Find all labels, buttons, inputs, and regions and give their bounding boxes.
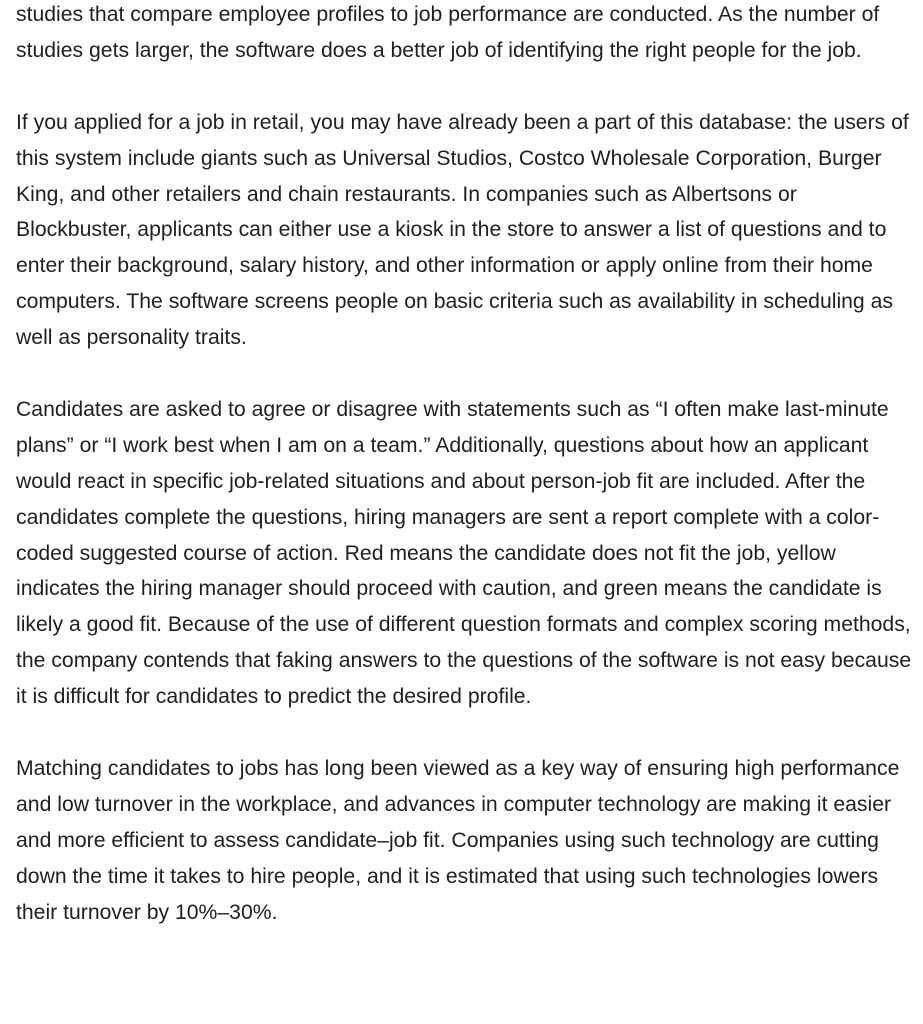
paragraph-candidate-questions: Candidates are asked to agree or disagree with statements such as “I often make last-minute plans” or “I work best when I am on a team.” Additionally, questions about how an applicant would react in specific job-related situations and about person-job fit are included. After the candidates complete the questions, hiring managers are sent a report complete with a color-coded suggested course of action. Red means the candidate does not fit the job, yellow indicates the hiring manager should proceed with caution, and green means the candidate is likely a good fit. Because of the use of different question formats and complex scoring methods, the company contends that faking answers to the questions of the software is not easy because it is difficult for candidates to predict the desired profile. bbox=[16, 397, 912, 709]
paragraph-employee-profiles: studies that compare employee profiles to job performance are conducted. As the number of studies gets larger, the software does a better job of identifying the right people for the job. bbox=[16, 3, 880, 62]
paragraph-retail-database: If you applied for a job in retail, you may have already been a part of this database: the users of this system include giants such as Universal Studios, Costco Wholesale Corporation, Burger King, and other retailers and chain restaurants. In companies such as Albertsons or Blockbuster, applicants can either use a kiosk in the store to answer a list of questions and to enter their background, salary history, and other information or apply online from their home computers. The software screens people on basic criteria such as availability in scheduling as well as personality traits. bbox=[16, 110, 909, 350]
paragraph-job-fit-technology: Matching candidates to jobs has long been viewed as a key way of ensuring high performance and low turnover in the workplace, and advances in computer technology are making it easier and more efficient to assess candidate–job fit. Companies using such technology are cutting down the time it takes to hire people, and it is estimated that using such technologies lowers their turnover by 10%–30%. bbox=[16, 756, 900, 924]
